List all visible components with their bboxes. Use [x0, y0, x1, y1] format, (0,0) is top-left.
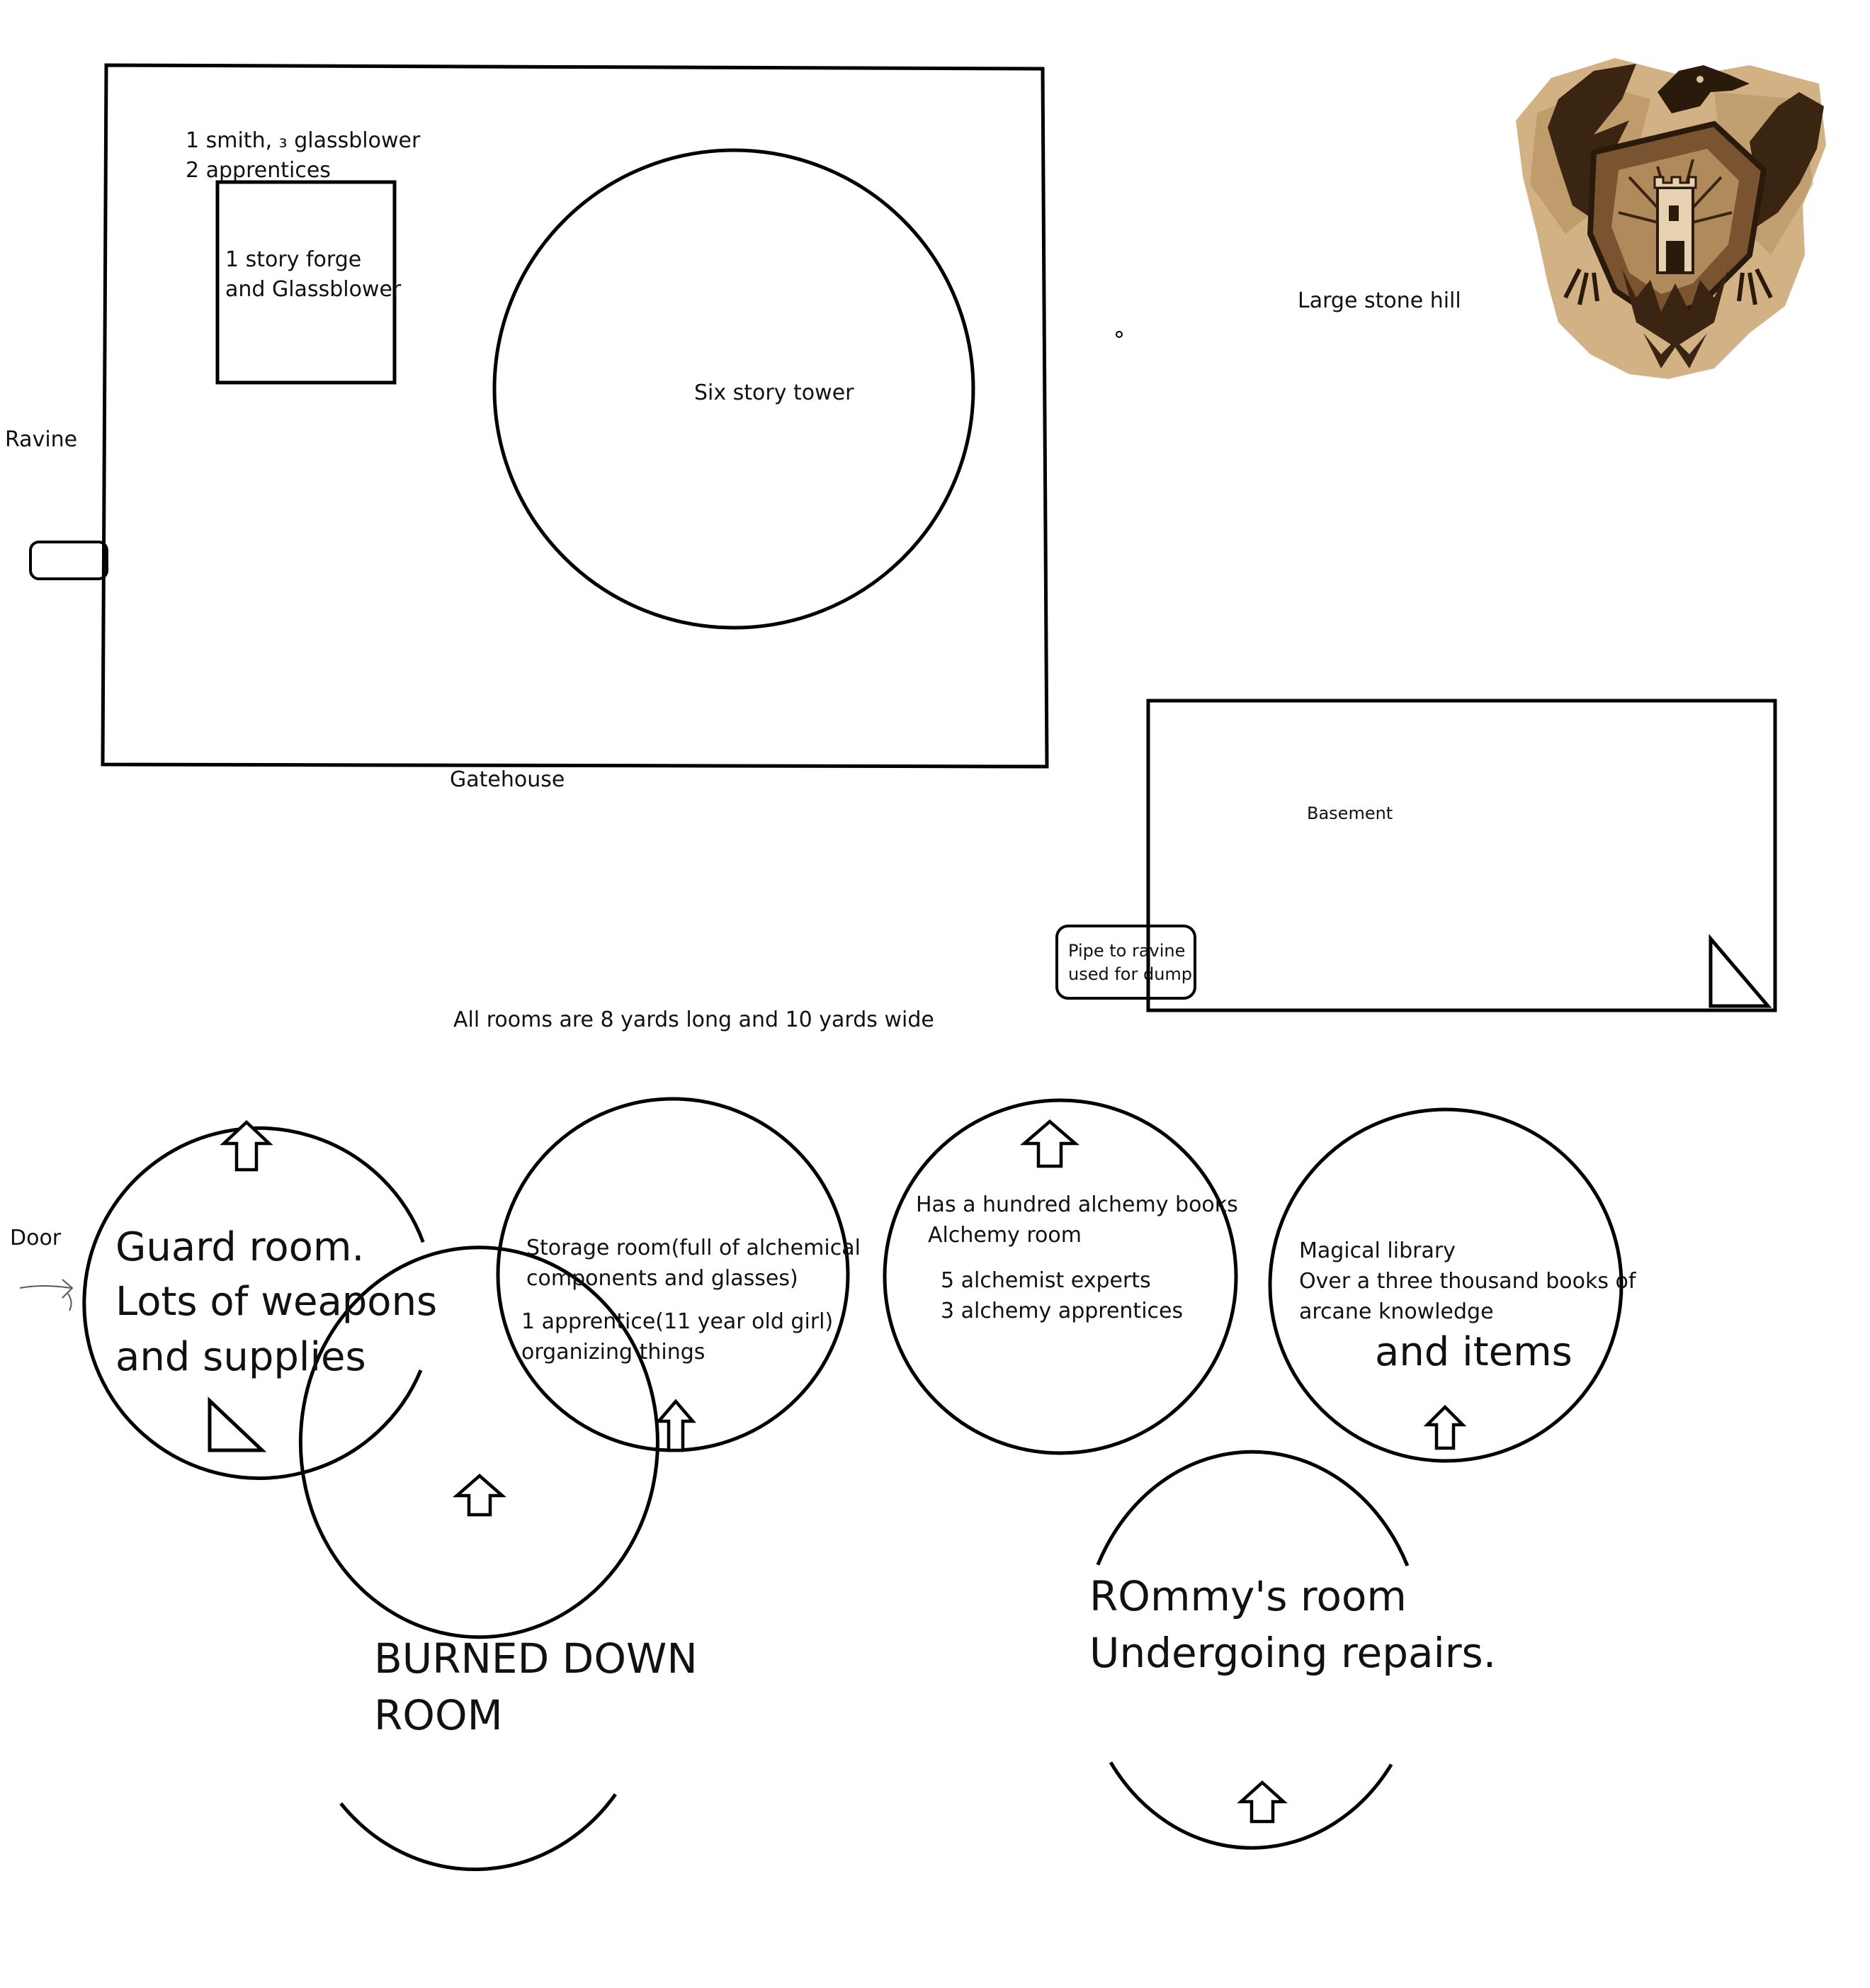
alchemy-room-line-1: Has a hundred alchemy books — [916, 1192, 1238, 1217]
rommy-room-arc-top — [1098, 1452, 1407, 1566]
basement-label: Basement — [1307, 803, 1393, 823]
burned-room-arc-bottom — [341, 1795, 616, 1870]
alchemy-room-line-2: Alchemy room — [928, 1223, 1082, 1248]
guard-room-line-1: Guard room. — [115, 1224, 365, 1270]
forge-label-line-2: and Glassblower — [225, 277, 402, 302]
stair-up-library — [1427, 1407, 1463, 1448]
door-label: Door — [10, 1226, 62, 1250]
pipe-label-line-1: Pipe to ravine — [1068, 941, 1186, 961]
map-dot — [1116, 332, 1122, 337]
forge-label-line-1: 1 story forge — [225, 247, 362, 272]
storage-staff-line-2: organizing things — [521, 1340, 706, 1365]
tower-label: Six story tower — [694, 380, 854, 405]
rommy-room-label — [1089, 1568, 1496, 1681]
storage-room-line-2: components and glasses) — [526, 1266, 798, 1291]
stair-up-alchemy — [1024, 1122, 1075, 1166]
forge-staff-line-2: 2 apprentices — [186, 158, 331, 183]
forge-label — [225, 245, 401, 305]
forge-staff-label — [186, 126, 420, 186]
library-label — [1299, 1236, 1636, 1327]
alchemy-staff-line-1: 5 alchemist experts — [941, 1268, 1151, 1293]
burned-room-arc-top — [329, 1547, 629, 1637]
storage-staff-label — [521, 1306, 833, 1367]
stairs-triangle-guard — [210, 1401, 262, 1450]
pipe-label-line-2: used for dump — [1068, 964, 1193, 984]
alchemy-room-label — [916, 1190, 1238, 1250]
ravine-label: Ravine — [5, 427, 78, 452]
raven-crest-icon — [1516, 58, 1826, 379]
stairs-triangle-basement — [1711, 939, 1768, 1006]
burned-room-line-2: ROOM — [374, 1691, 503, 1740]
guard-room-line-2: Lots of weapons — [115, 1279, 438, 1326]
guard-room-label — [115, 1220, 437, 1384]
rommy-room-line-2: Undergoing repairs. — [1089, 1629, 1497, 1678]
ravine-gate — [30, 542, 107, 579]
stair-up-burned — [457, 1476, 502, 1515]
hill-label: Large stone hill — [1298, 288, 1461, 313]
alchemy-staff-label — [941, 1265, 1183, 1326]
library-line-1: Magical library — [1299, 1238, 1456, 1263]
storage-room-label — [526, 1233, 861, 1294]
burned-room-label — [374, 1630, 698, 1744]
library-line-2: Over a three thousand books of — [1299, 1269, 1636, 1294]
stair-up-rommy — [1241, 1783, 1284, 1822]
gatehouse-label: Gatehouse — [450, 767, 565, 792]
storage-room-line-1: Storage room(full of alchemical — [526, 1236, 861, 1260]
basement-rect — [1148, 701, 1775, 1010]
library-line-3: arcane knowledge — [1299, 1299, 1494, 1324]
library-extra-label: and items — [1375, 1329, 1572, 1375]
stair-up-storage — [659, 1401, 693, 1450]
burned-room-line-1: BURNED DOWN — [374, 1634, 698, 1683]
guard-room-line-3: and supplies — [115, 1333, 366, 1380]
alchemy-staff-line-2: 3 alchemy apprentices — [941, 1299, 1184, 1323]
room-size-note: All rooms are 8 yards long and 10 yards wide — [453, 1007, 934, 1032]
forge-staff-line-1: 1 smith, ₃ glassblower — [186, 128, 421, 153]
rommy-room-line-1: ROmmy's room — [1089, 1572, 1407, 1620]
door-arrow-icon — [20, 1280, 72, 1311]
storage-staff-line-1: 1 apprentice(11 year old girl) — [521, 1309, 834, 1334]
pipe-label — [1068, 939, 1192, 986]
